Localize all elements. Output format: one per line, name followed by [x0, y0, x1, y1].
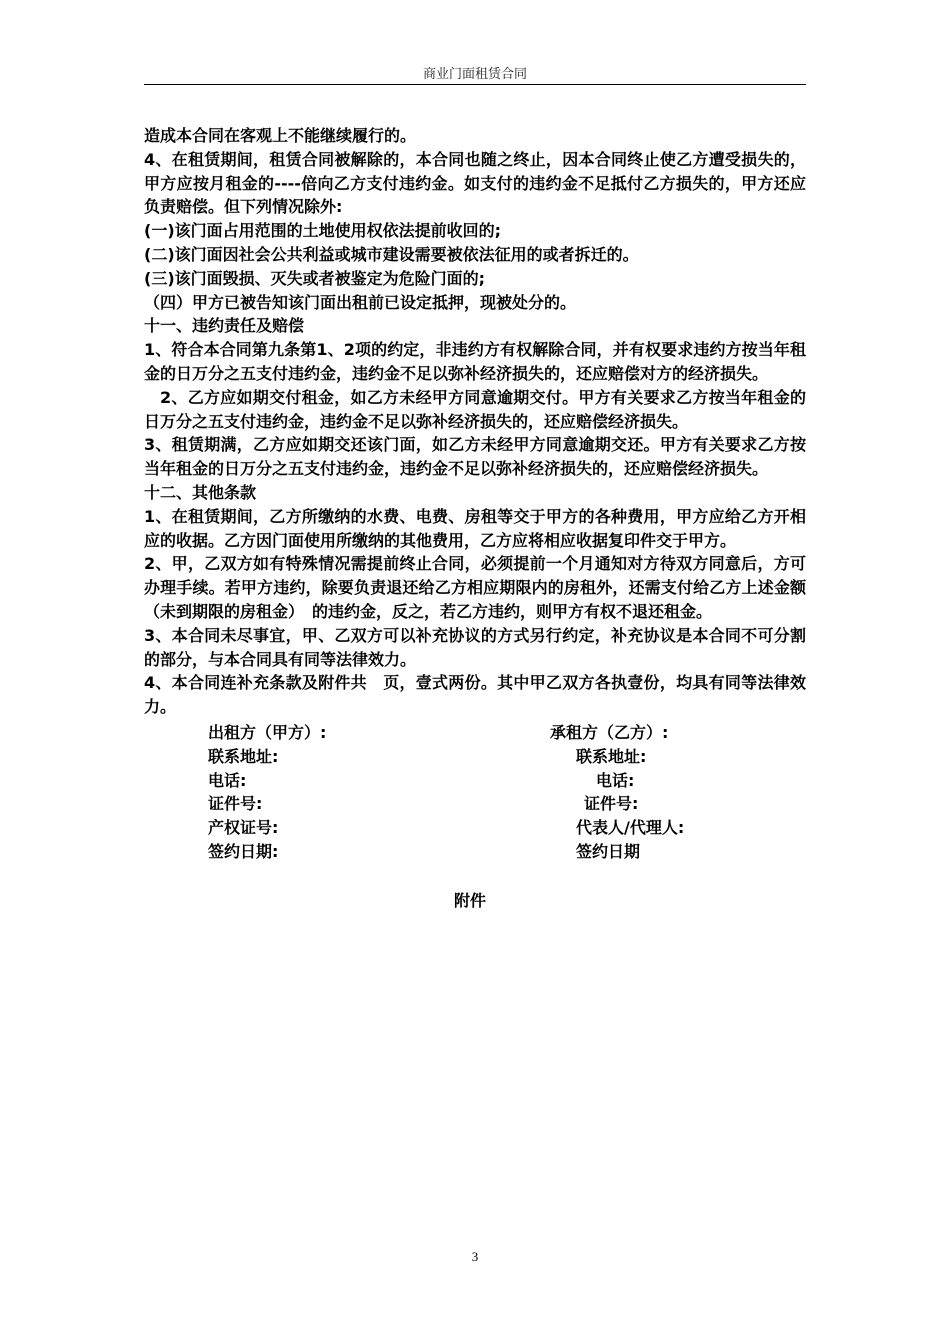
header-rule	[144, 84, 806, 85]
lessee-sign-date-label: 签约日期	[576, 841, 641, 861]
lessor-title-deed-label: 产权证号:	[208, 818, 279, 838]
section-heading-11: 十一、违约责任及赔偿	[144, 316, 305, 336]
liability-clause-2: 2、乙方应如期交付租金，如乙方未经甲方同意逾期交付。甲方有关要求乙方按当年租金的日万分之五支付违约金，违约金不足以弥补经济损失的，还应赔偿经济损失。	[144, 387, 806, 431]
paragraph-termination-clause: 4、在租赁期间，租赁合同被解除的，本合同也随之终止，因本合同终止使乙方遭受损失的，甲方应按月租金的----倍向乙方支付违约金。如支付的违约金不足抵付乙方损失的，甲方还应负责赔偿。但下列情况除外:	[144, 149, 806, 217]
paragraph-continuation: 造成本合同在客观上不能继续履行的。	[144, 126, 417, 145]
other-clause-1: 1、在租赁期间，乙方所缴纳的水费、电费、房租等交于甲方的各种费用，甲方应给乙方开相应的收据。乙方因门面使用所缴纳的其他费用，乙方应将相应收据复印件交于甲方。	[144, 506, 806, 550]
lessor-label: 出租方（甲方）:	[208, 722, 327, 742]
lessee-phone-label: 电话:	[596, 770, 635, 790]
exception-item-3: (三)该门面毁损、灭失或者被鉴定为危险门面的;	[144, 268, 486, 288]
lessee-agent-label: 代表人/代理人:	[576, 818, 685, 838]
annex-title: 附件	[453, 890, 486, 910]
lessor-sign-date-label: 签约日期:	[208, 841, 279, 861]
signature-block	[144, 721, 806, 889]
exception-item-4: （四）甲方已被告知该门面出租前已设定抵押，现被处分的。	[144, 292, 577, 312]
lessee-id-label: 证件号:	[584, 794, 639, 814]
section-heading-12: 十二、其他条款	[144, 482, 257, 502]
exception-item-2: (二)该门面因社会公共利益或城市建设需要被依法征用的或者拆迁的。	[144, 244, 639, 264]
lessor-id-label: 证件号:	[208, 794, 263, 814]
other-clause-4: 4、本合同连补充条款及附件共 页，壹式两份。其中甲乙双方各执壹份，均具有同等法律效力。	[144, 673, 806, 717]
liability-clause-1: 1、符合本合同第九条第1、2项的约定，非违约方有权解除合同，并有权要求违约方按当年租金的日万分之五支付违约金，违约金不足以弥补经济损失的，还应赔偿对方的经济损失。	[144, 340, 806, 383]
lessor-address-label: 联系地址:	[208, 746, 279, 766]
page-number: 3	[471, 1249, 479, 1264]
page-header-title: 商业门面租赁合同	[422, 66, 527, 81]
liability-clause-3: 3、租赁期满，乙方应如期交还该门面，如乙方未经甲方同意逾期交还。甲方有关要求乙方按当年租金的日万分之五支付违约金，违约金不足以弥补经济损失的，还应赔偿经济损失。	[144, 435, 806, 479]
lessee-signature-column	[550, 721, 684, 864]
lessor-signature-column	[208, 721, 326, 864]
contract-body	[144, 124, 806, 913]
lessee-label: 承租方（乙方）:	[550, 722, 669, 742]
other-clause-3: 3、本合同未尽事宜，甲、乙双方可以补充协议的方式另行约定，补充协议是本合同不可分割的部分，与本合同具有同等法律效力。	[144, 625, 806, 669]
other-clause-2: 2、甲，乙双方如有特殊情况需提前终止合同，必须提前一个月通知对方待双方同意后，方可办理手续。若甲方违约，除要负责退还给乙方相应期限内的房租外，还需支付给乙方上述金额（未到期限的房租金） 的违约金，反之，若乙方违约，则甲方有权不退还租金。	[144, 554, 806, 621]
lessee-address-label: 联系地址:	[576, 746, 647, 766]
lessor-phone-label: 电话:	[208, 770, 247, 790]
exception-item-1: (一)该门面占用范围的土地使用权依法提前收回的;	[144, 221, 502, 241]
